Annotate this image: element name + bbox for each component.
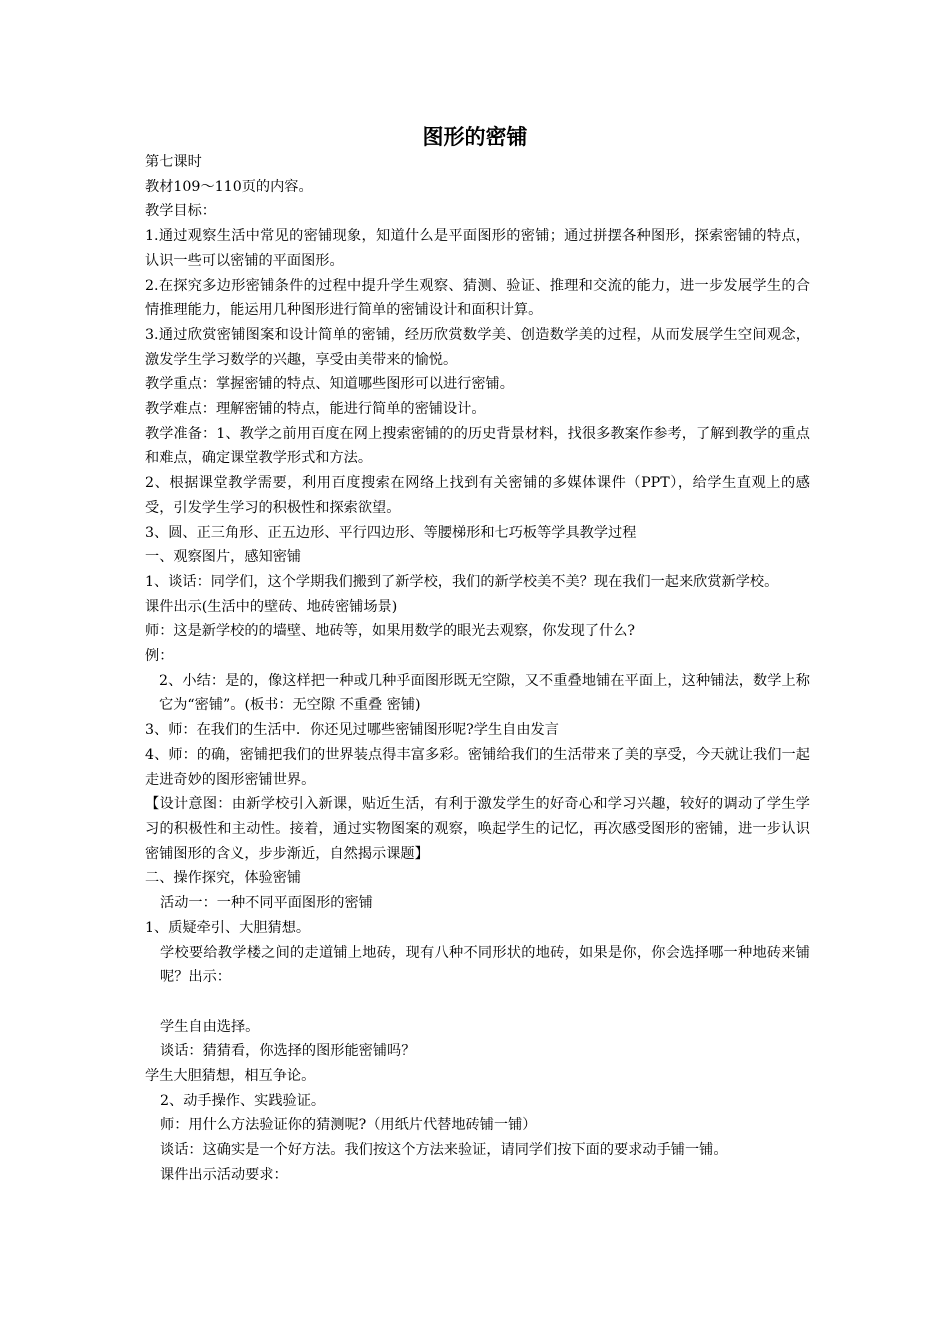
- paragraph-bold-guess: 学生大胆猜想，相互争论。: [145, 1068, 316, 1084]
- section-heading-2: 二、操作探究，体验密铺: [145, 870, 302, 887]
- paragraph-preparation-3: 3、圆、正三角形、正五边形、平行四边形、等腰梯形和七巧板等学具教学过程: [145, 524, 637, 541]
- paragraph-preparation-2: 2、根据课堂教学需要，利用百度搜索在网络上找到有关密铺的多媒体课件（PPT），给学生直观上的感受，引发学生学习的积极性和探索欲望。: [145, 475, 810, 516]
- paragraph-step-4: 4、师：的确，密铺把我们的世界装点得丰富多彩。密铺给我们的生活带来了美的享受，今天就让我们一起走进奇妙的图形密铺世界。: [145, 746, 810, 788]
- paragraph-objective-3: 3.通过欣赏密铺图案和设计简单的密铺，经历欣赏数学美、创造数学美的过程，从而发展学生空间观念，激发学生学习数学的兴趣，享受由美带来的愉悦。: [145, 326, 810, 368]
- paragraph-verify-question: 师：用什么方法验证你的猜测呢?（用纸片代替地砖铺一铺）: [160, 1117, 537, 1134]
- paragraph-tiles-question: 学校要给教学楼之间的走道铺上地砖，现有八种不同形状的地砖，如果是你，你会选择哪一种地砖来铺呢？出示：: [160, 944, 810, 986]
- paragraph-guess-heading: 1、质疑牵引、大胆猜想。: [145, 919, 311, 936]
- paragraph-lesson-number: 第七课时: [145, 154, 202, 170]
- paragraph-teacher-question: 师：这是新学校的的墙壁、地砖等，如果用数学的眼光去观察，你发现了什么?: [145, 623, 635, 640]
- paragraph-textbook-pages: 教材109～110页的内容。: [145, 178, 313, 195]
- paragraph-summary: 2、小结：是的，像这样把一种或几种乎面图形既无空隙，又不重叠地铺在平面上，这种铺法，数学上称它为“密铺”。(板书：无空隙 不重叠 密铺): [159, 672, 810, 714]
- paragraph-guess-talk: 谈话：猜猜看，你选择的图形能密铺吗？: [160, 1043, 416, 1060]
- paragraph-key-point: 教学重点：掌握密铺的特点、知道哪些图形可以进行密铺。: [145, 376, 514, 393]
- paragraph-design-intent: 【设计意图：由新学校引入新课，贴近生活，有利于激发学生的好奇心和学习兴趣，较好的调动了学生学习的积极性和主动性。接着，通过实物图案的观察，唤起学生的记忆，再次感受图形的密铺，进一步认识密铺图形的含义，步步渐近，自然揭示课题】: [145, 796, 810, 862]
- paragraph-hands-on-heading: 2、动手操作、实践验证。: [160, 1092, 326, 1109]
- paragraph-difficulty: 教学难点：理解密铺的特点，能进行简单的密铺设计。: [145, 401, 486, 418]
- paragraph-verify-talk: 谈话：这确实是一个好方法。我们按这个方法来验证，请同学们按下面的要求动手铺一铺。: [160, 1142, 728, 1159]
- paragraph-objectives-heading: 教学目标：: [145, 203, 216, 220]
- paragraph-example: 例：: [145, 648, 174, 665]
- document-body: [145, 150, 810, 1188]
- paragraph-activity-1: 活动一：一种不同平面图形的密铺: [160, 895, 373, 912]
- paragraph-objective-2: 2.在探究多边形密铺条件的过程中提升学生观察、猜测、验证、推理和交流的能力，进一步发展学生的合情推理能力，能运用几种图形进行简单的密铺设计和面积计算。: [145, 277, 810, 319]
- paragraph-step-1: 1、谈话：同学们，这个学期我们搬到了新学校，我们的新学校美不美？现在我们一起来欣赏新学校。: [145, 573, 779, 590]
- paragraph-objective-1: 1.通过观察生活中常见的密铺现象，知道什么是平面图形的密铺；通过拼摆各种图形，探索密铺的特点，认识一些可以密铺的平面图形。: [145, 228, 810, 269]
- section-heading-1: 一、观察图片，感知密铺: [145, 549, 302, 566]
- paragraph-free-choice: 学生自由选择。: [160, 1018, 260, 1035]
- paragraph-courseware-1: 课件出示(生活中的壁砖、地砖密铺场景): [145, 598, 398, 615]
- paragraph-preparation-1: 教学准备：1、教学之前用百度在网上搜索密铺的的历史背景材料，找很多教案作参考，了解到教学的重点和难点，确定课堂教学形式和方法。: [145, 425, 810, 467]
- paragraph-activity-requirements: 课件出示活动要求：: [160, 1166, 288, 1183]
- blank-line: [145, 990, 810, 1015]
- document-title: 图形的密铺: [422, 125, 528, 149]
- paragraph-step-3: 3、师：在我们的生活中．你还见过哪些密铺图形呢?学生自由发言: [145, 722, 559, 739]
